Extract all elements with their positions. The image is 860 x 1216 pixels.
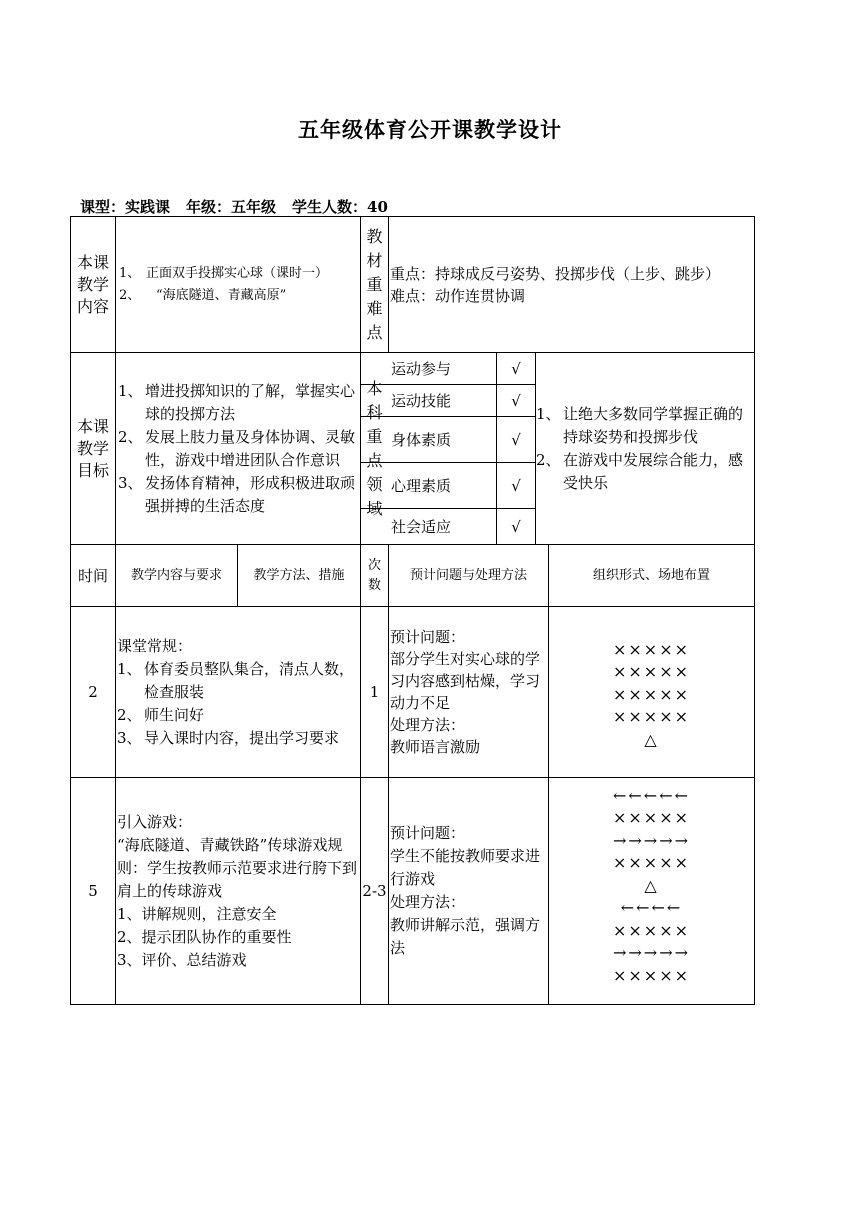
domain-goals	[536, 353, 754, 544]
domain-name: 心理素质	[391, 476, 452, 495]
formation-row: ×××××	[612, 920, 691, 940]
lesson-goals	[116, 353, 360, 544]
lesson2-count: 2-3	[362, 882, 387, 900]
key-point: 重点：持球成反弓姿势、投掷步伐（上步、跳步）	[390, 264, 721, 283]
formation-row: ×××××	[612, 707, 691, 727]
difficult-point: 难点：动作连贯协调	[390, 286, 526, 305]
arrow-row: ←←←←	[620, 898, 683, 918]
formation-row: ×××××	[612, 639, 691, 659]
lesson2-content: 引入游戏： “海底隧道、青藏铁路”传球游戏规则：学生按教师示范要求进行胯下到肩上的传球游戏 1、讲解规则，注意安全 2、提示团队协作的重要性 3、评价、总结游戏	[117, 812, 358, 969]
formation-row: ×××××	[612, 684, 691, 704]
lesson-content	[116, 217, 360, 352]
arrow-row: →→→→→	[612, 830, 691, 850]
course-type: 课型：实践课	[80, 198, 171, 216]
teacher-marker: △	[644, 729, 659, 749]
header-count: 次 数	[367, 557, 381, 593]
domain-name: 运动参与	[391, 359, 452, 378]
formation-row: ×××××	[612, 808, 691, 828]
lesson-goals-label: 本课 教学 目标	[76, 416, 109, 480]
header-problem: 预计问题与处理方法	[409, 567, 527, 583]
check-mark: √	[511, 359, 521, 378]
header-org: 组织形式、场地布置	[592, 567, 710, 583]
list-item: 3、 发扬体育精神，形成积极进取顽强拼搏的生活态度	[118, 473, 356, 515]
list-item: 3、 导入课时内容，提出学习要求	[117, 728, 340, 747]
lesson-plan-table	[70, 216, 755, 1005]
list-item: 1、 增进投掷知识的了解，掌握实心球的投掷方法	[118, 381, 356, 423]
list-item: 2、 在游戏中发展综合能力，感受快乐	[536, 450, 744, 492]
list-item: 2、 发展上肢力量及身体协调、灵敏性，游戏中增进团队合作意识	[118, 427, 356, 469]
header-time: 时间	[77, 566, 108, 585]
list-item: 1、 体育委员整队集合，清点人数，检查服装	[117, 659, 355, 701]
lesson-content-label: 本课 教学 内容	[76, 252, 109, 316]
arrow-row: ←←←←←	[612, 785, 691, 805]
lesson2-formation	[549, 778, 754, 1004]
document-title: 五年级体育公开课教学设计	[298, 117, 562, 142]
key-points	[389, 217, 754, 352]
student-count: 学生人数：40	[292, 198, 388, 216]
check-mark: √	[511, 517, 521, 536]
header-content: 教学内容与要求	[130, 567, 222, 583]
domain-name: 身体素质	[391, 430, 452, 449]
lesson1-content-title: 课堂常规：	[117, 636, 193, 655]
formation-row: ×××××	[612, 853, 691, 873]
domain-name: 社会适应	[391, 517, 452, 536]
domain-name: 运动技能	[391, 391, 452, 410]
formation-row: ×××××	[612, 662, 691, 682]
list-item: 2、 “海底隧道、青藏高原”	[119, 287, 287, 303]
grade: 年级：五年级	[186, 198, 277, 216]
lesson2-time: 5	[88, 882, 98, 900]
lesson1-content	[116, 607, 360, 777]
check-mark: √	[511, 430, 521, 449]
lesson1-count: 1	[369, 683, 380, 701]
list-item: 1、 正面双手投掷实心球（课时一）	[119, 265, 329, 281]
domains-label: 本 科 重 点 领 域	[366, 378, 383, 518]
lesson1-time: 2	[88, 683, 98, 701]
lesson1-formation	[549, 607, 754, 777]
list-item: 2、 师生问好	[117, 705, 205, 724]
teacher-marker: △	[644, 875, 659, 895]
arrow-row: →→→→→	[612, 943, 691, 963]
lesson2-problem: 预计问题： 学生不能按教师要求进行游戏 处理方法： 教师讲解示范，强调方法	[390, 824, 541, 957]
check-mark: √	[511, 391, 521, 410]
formation-row: ×××××	[612, 965, 691, 985]
header-method: 教学方法、措施	[253, 567, 345, 583]
lesson1-problem: 预计问题： 部分学生对实心球的学习内容感到枯燥，学习动力不足 处理方法： 教师语言激励	[390, 628, 541, 756]
list-item: 1、 让绝大多数同学掌握正确的持球姿势和投掷步伐	[536, 404, 744, 446]
course-meta	[80, 196, 404, 217]
check-mark: √	[511, 476, 521, 495]
key-points-label: 教 材 重 难 点	[366, 226, 383, 342]
